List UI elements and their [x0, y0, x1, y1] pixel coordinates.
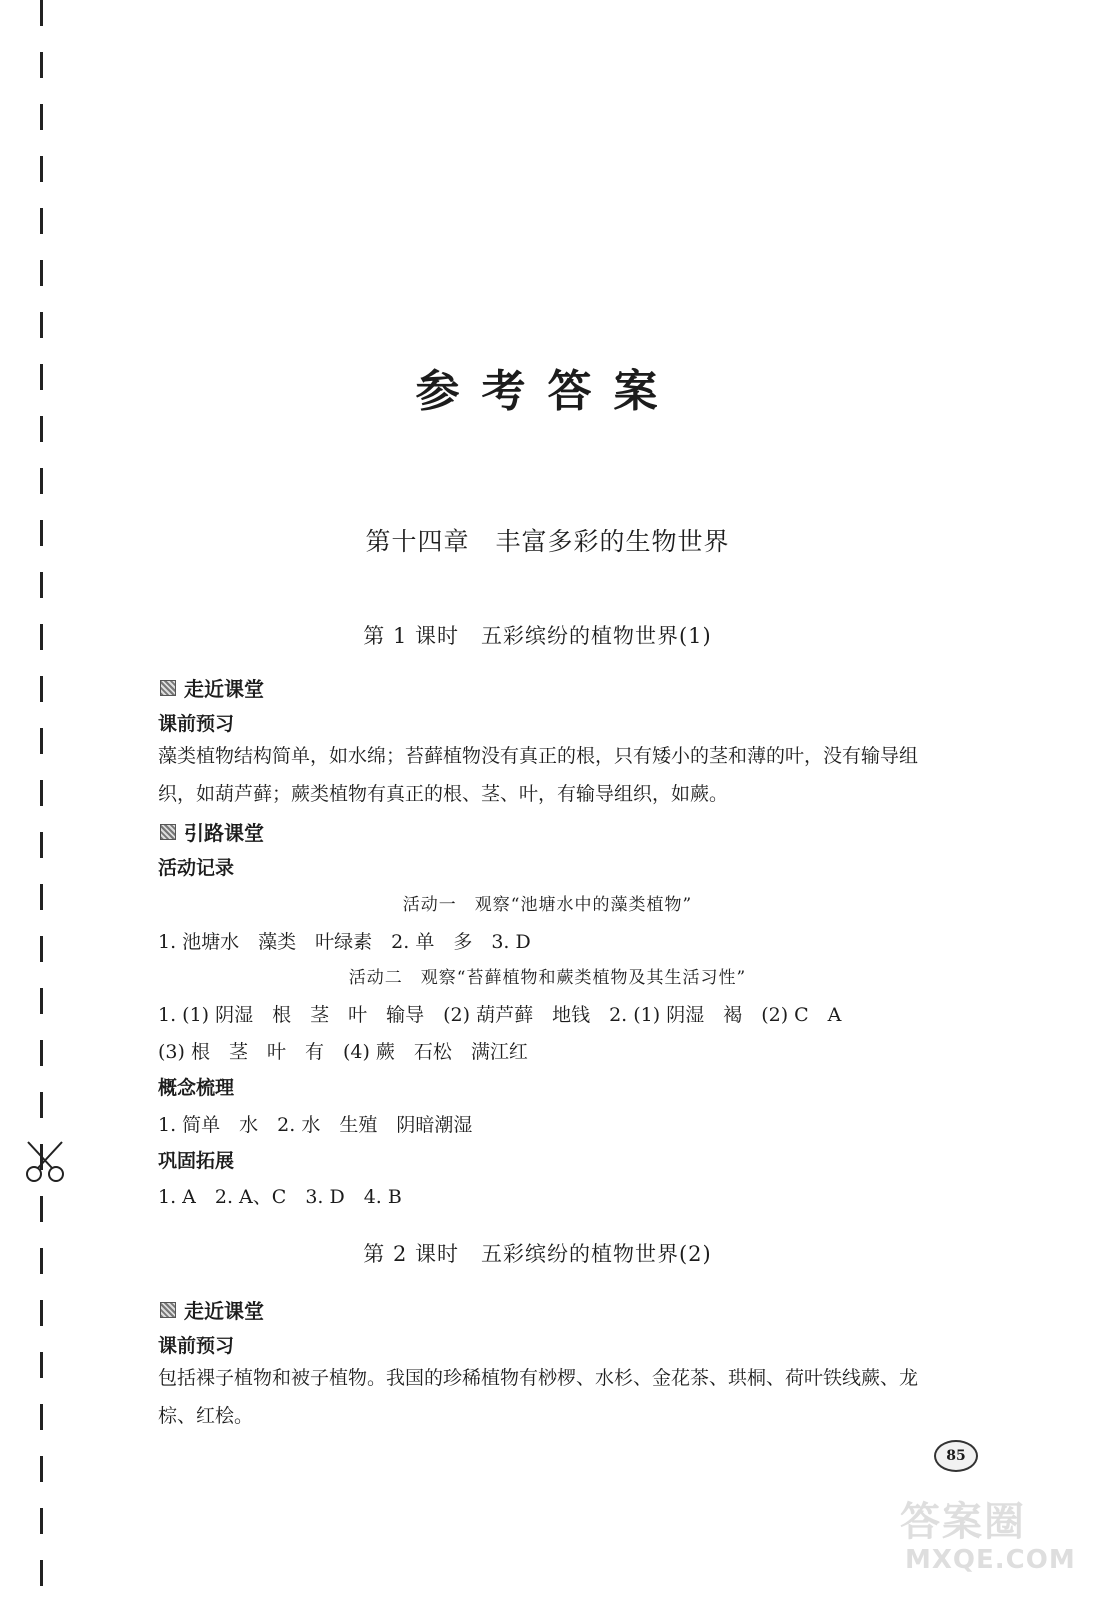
section-heading-zoujin-2 — [160, 1295, 264, 1324]
subheading-concept: 概念梳理 — [158, 1077, 235, 1099]
extend-answer: 1. A 2. A、C 3. D 4. B — [158, 1186, 402, 1208]
watermark-url: MXQE.COM — [905, 1545, 1076, 1575]
activity-2-title: 活动二 观察“苔藓植物和蕨类植物及其生活习性” — [348, 968, 747, 988]
page-number: 85 — [934, 1440, 978, 1472]
preview-answer-1: 藻类植物结构简单，如水绵；苔藓植物没有真正的根，只有矮小的茎和薄的叶，没有输导组织，如葫芦藓；蕨类植物有真正的根、茎、叶，有输导组织，如蕨。 — [158, 745, 919, 805]
activity-1-answer: 1. 池塘水 藻类 叶绿素 2. 单 多 3. D — [158, 931, 531, 953]
scissors-icon — [20, 1138, 70, 1188]
subheading-activity-record: 活动记录 — [158, 857, 235, 879]
watermark-logo: 答案圈 — [900, 1499, 1026, 1545]
section-icon — [160, 1302, 176, 1318]
lesson-2-title: 第 2 课时 五彩缤纷的植物世界(2) — [363, 1242, 712, 1266]
preview-answer-2: 包括裸子植物和被子植物。我国的珍稀植物有桫椤、水杉、金花茶、珙桐、荷叶铁线蕨、龙棕、红桧。 — [158, 1367, 919, 1427]
section-icon — [160, 680, 176, 696]
cut-line — [40, 0, 43, 1600]
concept-answer: 1. 简单 水 2. 水 生殖 阴暗潮湿 — [158, 1114, 473, 1136]
activity-2-answer-line1: 1. (1) 阴湿 根 茎 叶 输导 (2) 葫芦藓 地钱 2. (1) 阴湿 褐 (2) C A — [158, 1004, 842, 1026]
section-heading-label: 走近课堂 — [184, 677, 264, 701]
lesson-1-title: 第 1 课时 五彩缤纷的植物世界(1) — [363, 624, 712, 648]
subheading-preview-2: 课前预习 — [158, 1335, 235, 1357]
chapter-title: 第十四章 丰富多彩的生物世界 — [365, 527, 730, 556]
subheading-preview-1: 课前预习 — [158, 713, 235, 735]
section-heading-yinlu — [160, 817, 264, 846]
section-icon — [160, 824, 176, 840]
activity-2-answer-line2: (3) 根 茎 叶 有 (4) 蕨 石松 满江红 — [158, 1041, 528, 1063]
activity-1-title: 活动一 观察“池塘水中的藻类植物” — [402, 895, 693, 915]
subheading-extend: 巩固拓展 — [158, 1150, 235, 1172]
page-title: 参考答案 — [415, 366, 680, 417]
section-heading-label: 走近课堂 — [184, 1299, 264, 1323]
section-heading-zoujin-1 — [160, 673, 264, 702]
section-heading-label: 引路课堂 — [184, 821, 264, 845]
